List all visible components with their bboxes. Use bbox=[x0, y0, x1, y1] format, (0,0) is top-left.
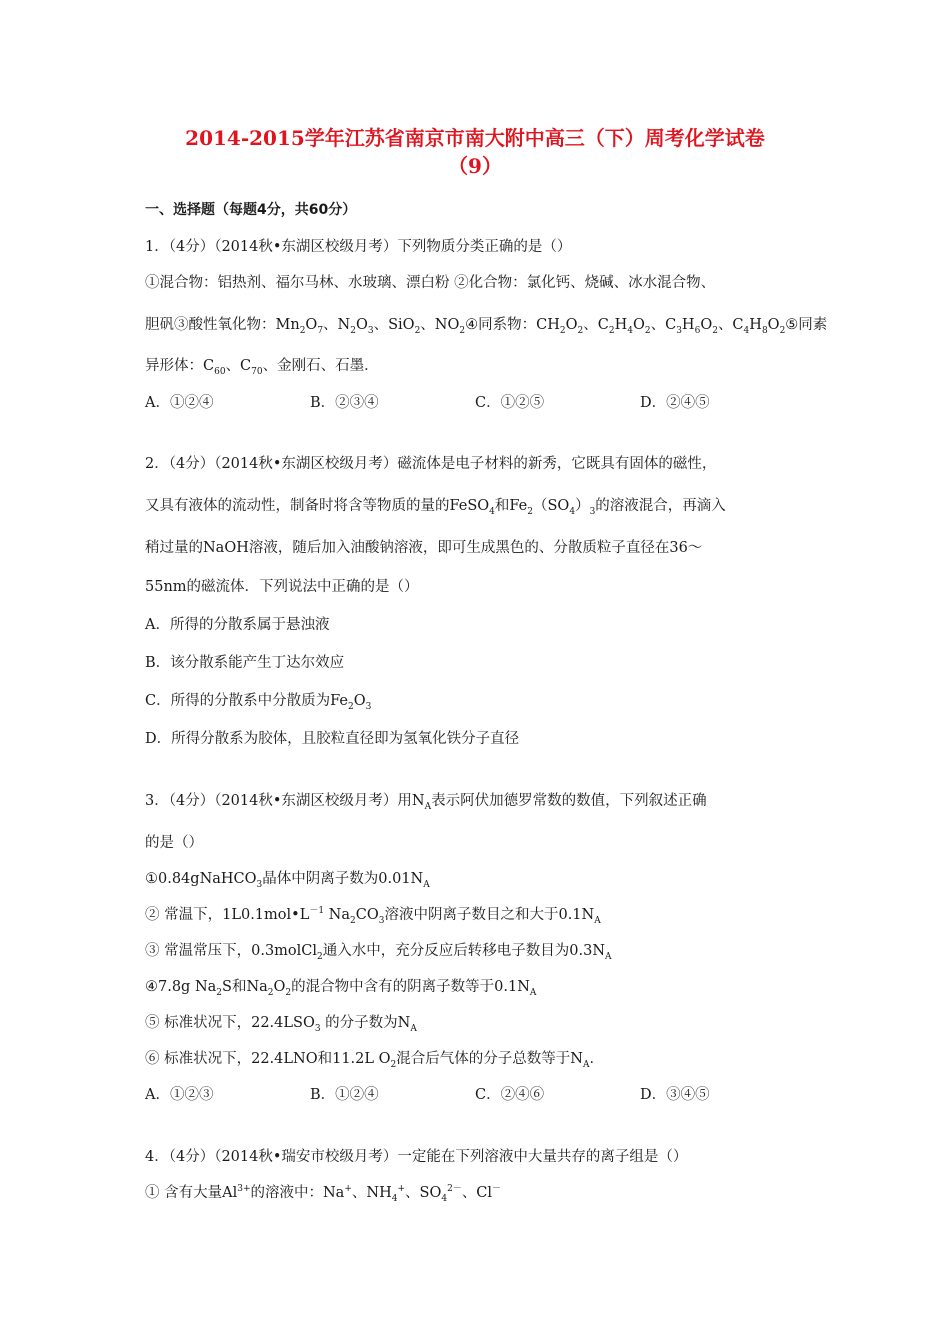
question-2-option-c: C．所得的分散系中分散质为$Fe_2O_3$ bbox=[145, 693, 372, 712]
question-2-line-3: 稍过量的NaOH溶液，随后加入油酸钠溶液，即可生成黑色的、分散质粒子直径在36～ bbox=[145, 540, 703, 556]
question-2-option-b: B．该分散系能产生丁达尔效应 bbox=[145, 655, 345, 671]
question-3-option-a: A．①②③ bbox=[145, 1087, 214, 1103]
document-title-line-1: 2014-2015学年江苏省南京市南大附中高三（下）周考化学试卷 bbox=[185, 126, 765, 150]
question-2-line-2: 又具有液体的流动性，制备时将含等物质的量的FeSO$_4$和$Fe_2(SO_4)_3$的溶液混合，再滴入 bbox=[145, 498, 726, 517]
question-3-statement-1: ①0.84gNaHCO$_3$晶体中阴离子数为$0.01N_A$ bbox=[145, 871, 430, 890]
question-3-statement-3: ③ 常温常压下，0.3molCl$_2$通入水中，充分反应后转移电子数目为$0.3N_A$ bbox=[145, 943, 612, 962]
question-2-line-1: 2．（4分）（2014秋•东湖区校级月考）磁流体是电子材料的新秀，它既具有固体的磁性， bbox=[145, 456, 717, 472]
question-1-option-b: B．②③④ bbox=[310, 395, 379, 411]
question-1-line-1: ①混合物：铝热剂、福尔马林、水玻璃、漂白粉 ②化合物：氯化钙、烧碱、冰水混合物、 bbox=[145, 275, 716, 291]
question-4-statement-1: ① 含有大量$Al^{3+}$的溶液中：Na+、$NH_4^+$、$SO_4^{2-}$、Cl－ bbox=[145, 1184, 502, 1204]
section-heading: 一、选择题（每题4分，共60分） bbox=[145, 202, 357, 218]
question-1-option-a: A．①②④ bbox=[145, 395, 214, 411]
question-3-option-c: C．②④⑥ bbox=[475, 1087, 545, 1103]
question-3-line-2: 的是（） bbox=[145, 835, 203, 851]
question-3-line-1: 3．（4分）（2014秋•东湖区校级月考）用$N_A$表示阿伏加德罗常数的数值，下列叙述正确 bbox=[145, 793, 707, 812]
question-3-statement-4: ④7.8g $Na_2S$和$Na_2O_2$的混合物中含有的阴离子数等于$0.1N_A$ bbox=[145, 979, 537, 998]
question-1-line-2: 胆矾③酸性氧化物：$Mn_2O_7$、$N_2O_3$、SiO$_2$、$NO_2④$同系物：$CH_2O_2$、$C_2H_4O_2$、$C_3H_6O_2$、$C_4H_8O_2⑤$同素 bbox=[145, 317, 828, 336]
question-3-statement-5: ⑤ 标准状况下，$22.4LSO_3$ 的分子数为$N_A$ bbox=[145, 1015, 417, 1034]
question-3-option-b: B．①②④ bbox=[310, 1087, 379, 1103]
question-2-line-4: 55nm的磁流体．下列说法中正确的是（） bbox=[145, 579, 419, 595]
question-4-stem: 4．（4分）（2014秋•瑞安市校级月考）一定能在下列溶液中大量共存的离子组是（） bbox=[145, 1149, 688, 1165]
question-1-option-c: C．①②⑤ bbox=[475, 395, 545, 411]
question-3-statement-6: ⑥ 标准状况下，22.4LNO和11.2L $O_2$混合后气体的分子总数等于$N_A$． bbox=[145, 1051, 604, 1070]
question-1-option-d: D．②④⑤ bbox=[640, 395, 710, 411]
question-2-option-a: A．所得的分散系属于悬浊液 bbox=[145, 617, 330, 633]
question-3-option-d: D．③④⑤ bbox=[640, 1087, 710, 1103]
question-3-statement-2: ② 常温下，$1L0.1mol•L^{-1}$ $Na_2CO_3$溶液中阴离子数目之和大于$0.1N_A$ bbox=[145, 906, 601, 926]
question-1-line-3: 异形体：$C_{60}$、$C_{70}$、金刚石、石墨． bbox=[145, 358, 379, 377]
question-2-option-d: D．所得分散系为胶体，且胶粒直径即为氢氧化铁分子直径 bbox=[145, 731, 520, 747]
document-title-line-2: （9） bbox=[448, 154, 502, 178]
question-1-stem: 1．（4分）（2014秋•东湖区校级月考）下列物质分类正确的是（） bbox=[145, 239, 572, 255]
